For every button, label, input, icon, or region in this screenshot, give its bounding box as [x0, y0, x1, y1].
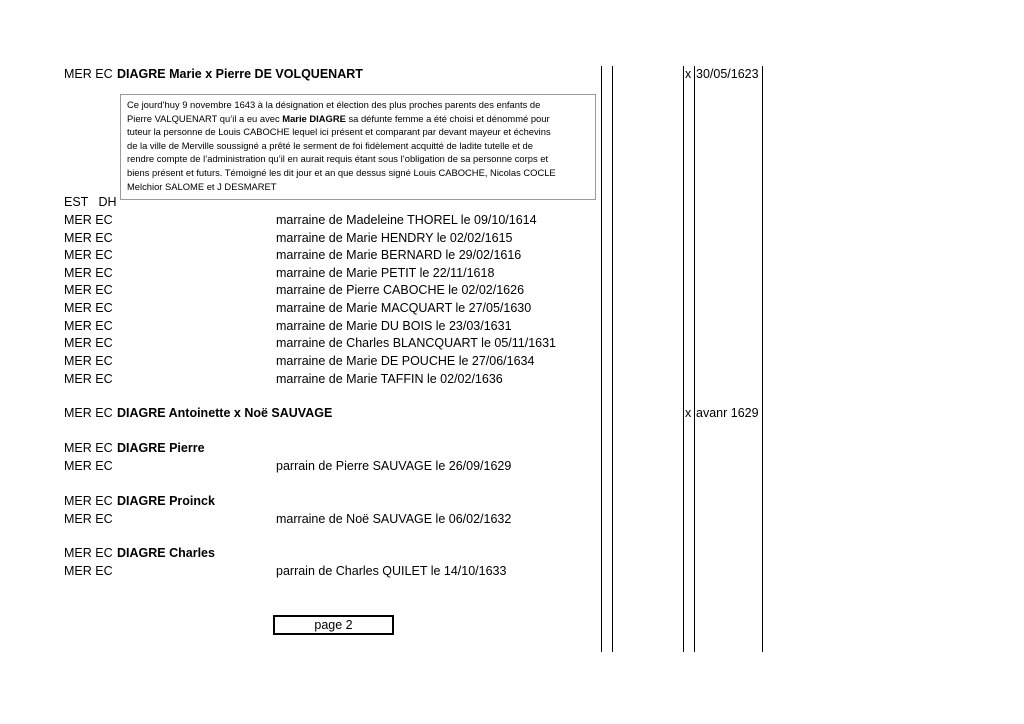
note-line: Melchior SALOME et J DESMARET [127, 180, 277, 192]
source-code: MER EC [64, 248, 113, 262]
note-line: Pierre VALQUENART qu’il a eu avec [127, 112, 280, 124]
source-code: MER EC [64, 213, 113, 227]
role-text: marraine de Marie MACQUART le 27/05/1630 [276, 301, 532, 315]
source-code: MER EC [64, 372, 113, 386]
role-text: parrain de Charles QUILET le 14/10/1633 [276, 564, 507, 578]
person-name: DIAGRE Marie x Pierre DE VOLQUENART [117, 67, 363, 81]
column-rule [601, 66, 602, 652]
person-name: DIAGRE Antoinette x Noë SAUVAGE [117, 406, 333, 420]
source-code: MER EC [64, 283, 113, 297]
source-code: MER EC [64, 354, 113, 368]
source-code: MER EC [64, 441, 113, 455]
source-code: MER EC [64, 266, 113, 280]
note-line: tuteur la personne de Louis CABOCHE lequel ici présent et comparant par devant mayeur et échevins [127, 126, 551, 138]
source-code: MER EC [64, 231, 113, 245]
role-text: marraine de Marie TAFFIN le 02/02/1636 [276, 372, 503, 386]
note-line: de la ville de Merville soussigné a prêté le serment de foi fidèlement acquitté de ladite tutelle et de [127, 139, 533, 151]
tutelle-note-box [120, 94, 596, 200]
source-code: MER EC [64, 319, 113, 333]
note-line: rendre compte de l’administration qu’il en aurait requis étant sous l’obligation de sa personne corps et [127, 153, 549, 165]
role-text: marraine de Pierre CABOCHE le 02/02/1626 [276, 283, 525, 297]
note-line-with-highlight [127, 112, 589, 126]
role-text: marraine de Marie BERNARD le 29/02/1616 [276, 248, 522, 262]
source-code: MER EC [64, 406, 113, 420]
role-text: marraine de Marie DE POUCHE le 27/06/1634 [276, 354, 535, 368]
person-name: DIAGRE Charles [117, 546, 215, 560]
page-number-box: page 2 [273, 615, 394, 635]
note-line: Ce jourd’huy 9 novembre 1643 à la désignation et élection des plus proches parents des enfants de [127, 99, 541, 110]
role-text: marraine de Marie DU BOIS le 23/03/1631 [276, 319, 512, 333]
source-code: MER EC [64, 459, 113, 473]
role-text: marraine de Noë SAUVAGE le 06/02/1632 [276, 512, 512, 526]
role-text: marraine de Marie HENDRY le 02/02/1615 [276, 231, 513, 245]
marriage-date: 30/05/1623 [696, 67, 759, 81]
person-name: DIAGRE Pierre [117, 441, 205, 455]
source-code: EST DH [64, 195, 117, 209]
marriage-mark: x [685, 406, 692, 420]
role-text: marraine de Marie PETIT le 22/11/1618 [276, 266, 495, 280]
marriage-mark: x [685, 67, 692, 81]
person-name: DIAGRE Proinck [117, 494, 215, 508]
column-rule [683, 66, 684, 652]
note-line: sa défunte femme a été choisi et dénommé pour [348, 112, 550, 124]
source-code: MER EC [64, 301, 113, 315]
source-code: MER EC [64, 564, 113, 578]
column-rule [762, 66, 763, 652]
marriage-date: avanr 1629 [696, 406, 759, 420]
role-text: marraine de Charles BLANCQUART le 05/11/1631 [276, 336, 557, 350]
note-line: biens présent et futurs. Témoigné les dit jour et an que dessus signé Louis CABOCHE, Nicolas COCLE [127, 166, 556, 178]
source-code: MER EC [64, 67, 113, 81]
note-highlight-name: Marie DIAGRE [282, 112, 346, 124]
source-code: MER EC [64, 336, 113, 350]
source-code: MER EC [64, 494, 113, 508]
column-rule [612, 66, 613, 652]
role-text: marraine de Madeleine THOREL le 09/10/1614 [276, 213, 537, 227]
role-text: parrain de Pierre SAUVAGE le 26/09/1629 [276, 459, 512, 473]
source-code: MER EC [64, 512, 113, 526]
column-rule [694, 66, 695, 652]
source-code: MER EC [64, 546, 113, 560]
